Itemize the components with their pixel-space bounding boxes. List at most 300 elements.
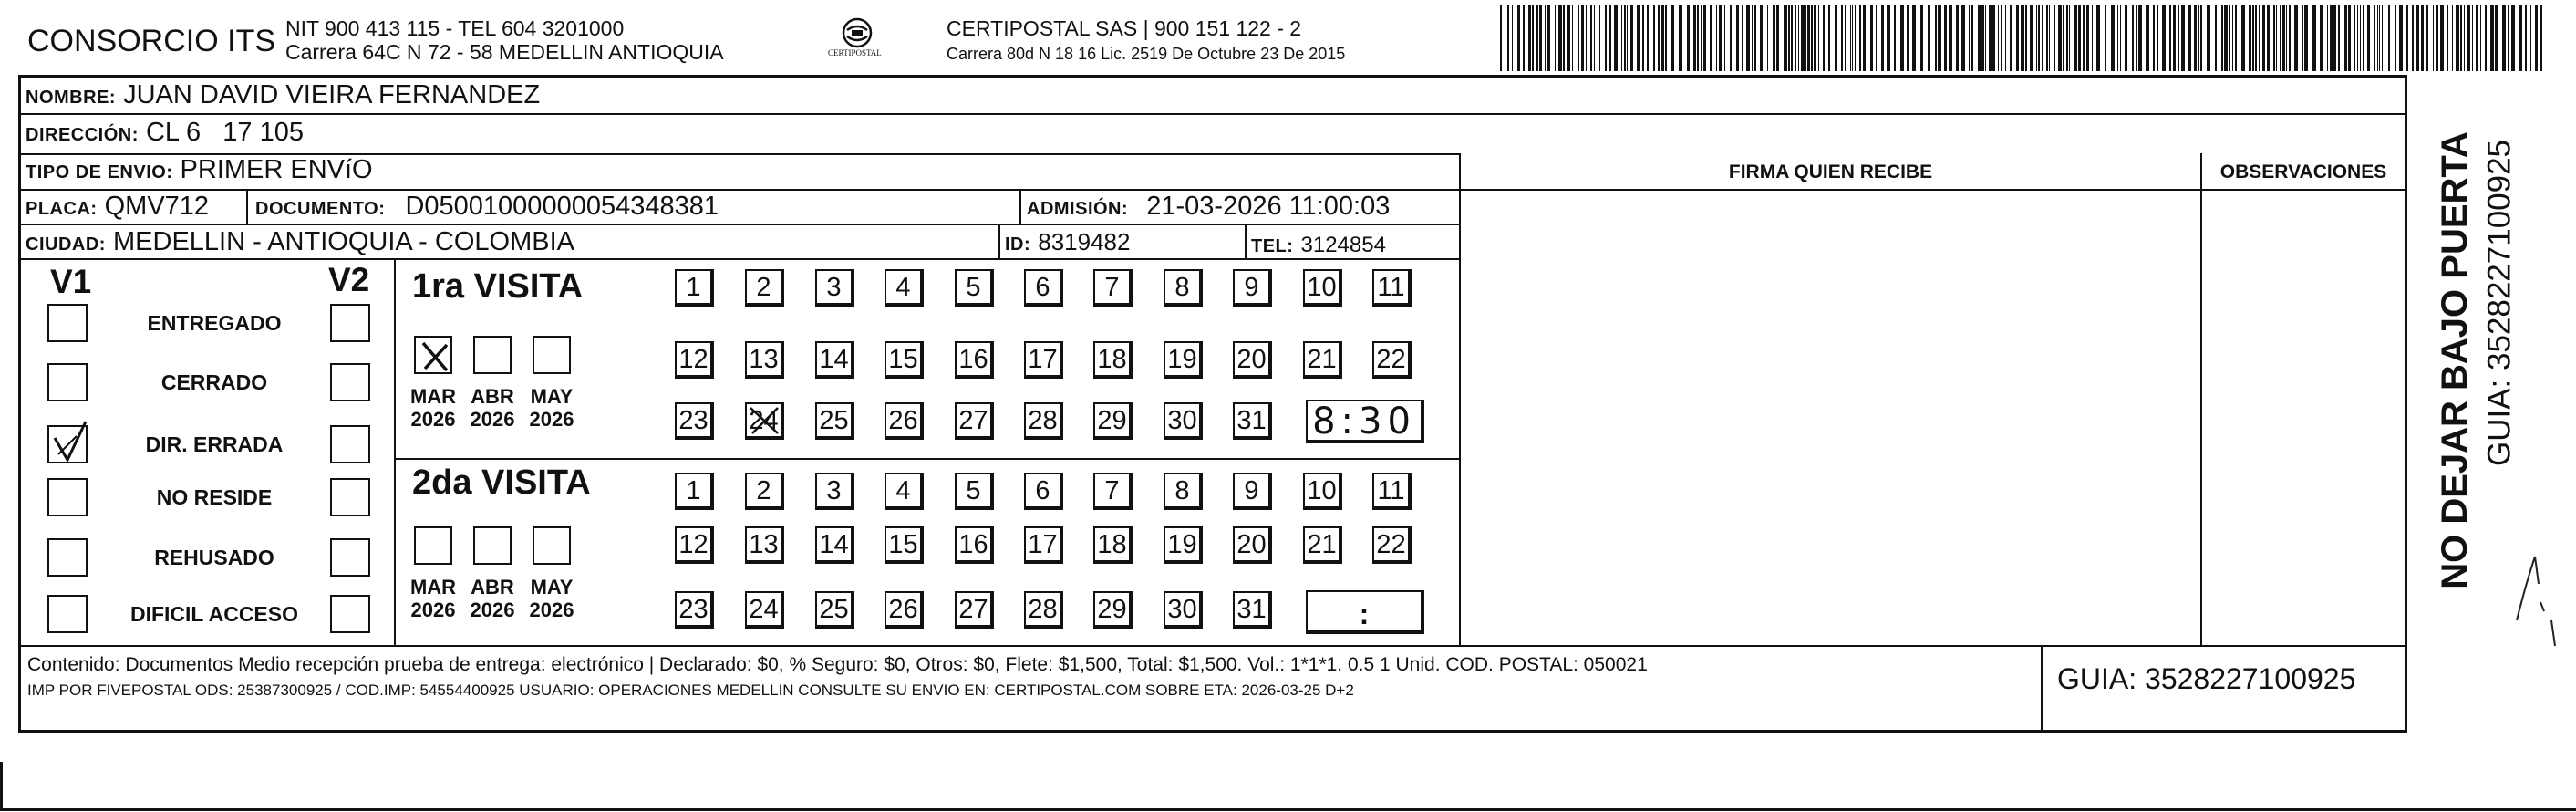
first-visit-day-9[interactable]: 9 — [1233, 269, 1272, 307]
barcode-bar — [1823, 5, 1825, 71]
first-visit-day-12[interactable]: 12 — [675, 341, 714, 379]
barcode-bar — [2406, 5, 2408, 71]
barcode-bar — [1661, 5, 1664, 71]
v1-checkbox[interactable] — [47, 304, 88, 342]
barcode-bar — [2312, 5, 2316, 71]
v1-checkbox[interactable] — [47, 595, 88, 633]
second-visit-time-box[interactable] — [1306, 590, 1424, 634]
second-visit-month-label — [405, 576, 461, 622]
barcode-bar — [1642, 5, 1644, 71]
barcode-bar — [1730, 5, 1732, 71]
barcode-bar — [1863, 5, 1866, 71]
barcode-bar — [2327, 5, 2328, 71]
barcode-bar — [1558, 5, 1562, 71]
certipostal-logo-icon — [825, 15, 889, 66]
second-visit-day-14[interactable]: 14 — [815, 526, 854, 564]
barcode-bar — [1693, 5, 1696, 71]
v2-label: V2 — [328, 261, 370, 298]
barcode-bar — [2025, 5, 2027, 71]
barcode-bar — [1605, 5, 1607, 71]
v2-checkbox[interactable] — [330, 478, 370, 516]
barcode-bar — [2173, 5, 2176, 71]
barcode-bar — [2480, 5, 2481, 71]
barcode-bar — [1855, 5, 1856, 71]
barcode-bar — [2333, 5, 2336, 71]
month-year: 2026 — [470, 599, 515, 622]
first-visit-day-4[interactable]: 4 — [885, 269, 924, 307]
barcode-bar — [1578, 5, 1579, 71]
barcode-bar — [1828, 5, 1830, 71]
barcode-bar — [1784, 5, 1787, 71]
second-visit-day-23[interactable]: 23 — [675, 591, 714, 629]
first-visit-day-10[interactable]: 10 — [1303, 269, 1342, 307]
barcode-bar — [1572, 5, 1573, 71]
barcode-bar — [2440, 5, 2444, 71]
second-visit-day-13[interactable]: 13 — [745, 526, 784, 564]
barcode-bar — [2436, 5, 2438, 71]
barcode-bar — [2063, 5, 2064, 71]
second-visit-day-28[interactable]: 28 — [1024, 591, 1063, 629]
plate-value: QMV712 — [104, 192, 210, 221]
first-visit-day-23[interactable]: 23 — [675, 402, 714, 440]
barcode-bar — [1512, 5, 1513, 71]
barcode-bar — [2125, 5, 2127, 71]
scan-edge-line — [0, 808, 2576, 811]
first-visit-day-15[interactable]: 15 — [885, 341, 924, 379]
barcode-bar — [1887, 5, 1890, 71]
second-visit-day-2[interactable]: 2 — [745, 473, 784, 510]
month-year: 2026 — [529, 408, 574, 432]
footer-guide: GUIA: 3528227100925 — [2057, 662, 2356, 695]
barcode-bar — [2049, 5, 2050, 71]
tel-label: TEL: — [1251, 236, 1294, 256]
first-visit-title: 1ra VISITA — [412, 267, 584, 306]
col-line-signature — [1459, 153, 1461, 646]
city — [26, 229, 574, 255]
second-visit-month-label — [523, 576, 580, 622]
barcode-bar — [1624, 5, 1626, 71]
month-name: MAY — [530, 385, 574, 408]
x-mark-icon — [416, 338, 454, 376]
barcode-bar — [1949, 5, 1952, 71]
barcode-bar — [1581, 5, 1584, 71]
barcode-bar — [2252, 5, 2254, 71]
barcode-bar — [2289, 5, 2291, 71]
barcode-bar — [1920, 5, 1923, 71]
barcode-bar — [1928, 5, 1930, 71]
barcode-bar — [2078, 5, 2081, 71]
barcode-bar — [2508, 5, 2509, 71]
barcode-bar — [1630, 5, 1633, 71]
row-line-footer — [18, 645, 2405, 647]
first-visit-day-5[interactable]: 5 — [955, 269, 994, 307]
second-visit-month-checkbox[interactable] — [473, 526, 512, 565]
barcode-bar — [2348, 5, 2351, 71]
barcode-bar — [1852, 5, 1853, 71]
barcode-bar — [1647, 5, 1649, 71]
barcode-bar — [1594, 5, 1595, 71]
v1-checkbox[interactable] — [47, 538, 88, 577]
document — [255, 193, 719, 220]
second-visit-day-30[interactable]: 30 — [1164, 591, 1203, 629]
frame-top-line — [18, 75, 2405, 78]
second-visit-day-3[interactable]: 3 — [815, 473, 854, 510]
barcode-bar — [2232, 5, 2233, 71]
shipment-type — [26, 157, 373, 183]
recipient-id — [1005, 229, 1130, 255]
barcode-bar — [2162, 5, 2166, 71]
first-visit-day-29[interactable]: 29 — [1093, 402, 1133, 440]
v2-checkbox[interactable] — [330, 538, 370, 577]
address-label: DIRECCIÓN: — [26, 125, 139, 145]
barcode-bar — [1989, 5, 1991, 71]
col-line-admission — [1019, 189, 1021, 224]
status-label: REHUSADO — [154, 546, 274, 569]
col-line-footer-guide — [2041, 645, 2043, 731]
col-line-observations — [2200, 153, 2202, 646]
barcode-bar — [2030, 5, 2033, 71]
status-label: DIR. ERRADA — [145, 432, 284, 456]
first-visit-day-1[interactable]: 1 — [675, 269, 714, 307]
barcode-bar — [2476, 5, 2478, 71]
second-visit-day-17[interactable]: 17 — [1024, 526, 1063, 564]
month-year: 2026 — [410, 599, 456, 622]
barcode-bar — [1637, 5, 1640, 71]
barcode-bar — [1814, 5, 1816, 71]
id-label: ID: — [1005, 234, 1031, 255]
frame-bottom-line — [18, 730, 2407, 733]
barcode-bar — [1881, 5, 1884, 71]
second-visit-month-checkbox[interactable] — [533, 526, 571, 565]
v2-checkbox[interactable] — [330, 304, 370, 342]
barcode-bar — [1767, 5, 1768, 71]
admission-value: 21-03-2026 11:00:03 — [1146, 192, 1391, 221]
barcode-bar — [1811, 5, 1813, 71]
v1-checkbox[interactable] — [47, 478, 88, 516]
col-line-id — [998, 224, 1000, 259]
observations-header: OBSERVACIONES — [2219, 161, 2387, 182]
barcode-bar — [2146, 5, 2149, 71]
v2-checkbox[interactable] — [330, 425, 370, 463]
second-visit-day-21[interactable]: 21 — [1303, 526, 1342, 564]
barcode-bar — [1760, 5, 1763, 71]
second-visit-day-27[interactable]: 27 — [955, 591, 994, 629]
barcode-bar — [1671, 5, 1674, 71]
barcode-bar — [2215, 5, 2217, 71]
status-label: CERRADO — [160, 370, 268, 394]
barcode-bar — [1754, 5, 1756, 71]
first-visit-day-11[interactable]: 11 — [1372, 269, 1412, 307]
barcode-bar — [2433, 5, 2434, 71]
first-visit-month-checkbox[interactable] — [414, 336, 452, 374]
first-visit-day-3[interactable]: 3 — [815, 269, 854, 307]
second-visit-day-12[interactable]: 12 — [675, 526, 714, 564]
month-name: ABR — [471, 576, 514, 599]
barcode-bar — [2083, 5, 2085, 71]
barcode-bar — [1523, 5, 1525, 71]
col-line-visits — [394, 258, 396, 646]
first-visit-day-13[interactable]: 13 — [745, 341, 784, 379]
plate-label: PLACA: — [26, 199, 98, 219]
second-visit-day-8[interactable]: 8 — [1164, 473, 1203, 510]
admission — [1027, 193, 1390, 220]
barcode-bar — [2262, 5, 2265, 71]
first-visit-day-16[interactable]: 16 — [955, 341, 994, 379]
address-value: CL 6 17 105 — [145, 118, 305, 147]
barcode-bar — [2280, 5, 2281, 71]
first-visit-day-20[interactable]: 20 — [1233, 341, 1272, 379]
barcode-bar — [2259, 5, 2260, 71]
first-visit-day-2[interactable]: 2 — [745, 269, 784, 307]
v1-checkbox[interactable] — [47, 425, 88, 463]
barcode-bar — [2502, 5, 2506, 71]
first-visit-time-box[interactable] — [1306, 400, 1424, 443]
first-visit-time: 8:30 — [1312, 401, 1416, 442]
first-visit-day-7[interactable]: 7 — [1093, 269, 1133, 307]
barcode-bar — [2304, 5, 2308, 71]
barcode-bar — [2360, 5, 2361, 71]
first-visit-month-label — [464, 385, 521, 432]
barcode-bar — [2367, 5, 2370, 71]
barcode-bar — [2282, 5, 2285, 71]
first-visit-day-22[interactable]: 22 — [1372, 341, 1412, 379]
barcode-bar — [1532, 5, 1534, 71]
second-visit-day-29[interactable]: 29 — [1093, 591, 1133, 629]
barcode-bar — [1742, 5, 1743, 71]
contents-line: Contenido: Documentos Medio recepción prueba de entrega: electrónico | Declarado: $0, % Seguro: $0, Otros: $0, Flete: $1,500, Total: $1,500. Vol.: 1*1*1. 0.5 1 Unid. COD. POSTAL: 050021 — [27, 654, 1648, 675]
barcode-bar — [1507, 5, 1509, 71]
first-visit-day-30[interactable]: 30 — [1164, 402, 1203, 440]
v2-checkbox[interactable] — [330, 595, 370, 633]
barcode-bar — [1609, 5, 1611, 71]
first-visit-day-31[interactable]: 31 — [1233, 402, 1272, 440]
barcode-bar — [2120, 5, 2121, 71]
barcode-bar — [1845, 5, 1846, 71]
second-visit-day-19[interactable]: 19 — [1164, 526, 1203, 564]
barcode-bar — [1547, 5, 1550, 71]
barcode-bar — [1876, 5, 1877, 71]
second-visit-day-9[interactable]: 9 — [1233, 473, 1272, 510]
visit-separator-line — [394, 458, 1461, 460]
barcode-bar — [1859, 5, 1861, 71]
first-visit-day-19[interactable]: 19 — [1164, 341, 1203, 379]
second-visit-day-18[interactable]: 18 — [1093, 526, 1133, 564]
barcode-bar — [1545, 5, 1546, 71]
second-visit-day-24[interactable]: 24 — [745, 591, 784, 629]
company-address: Carrera 64C N 72 - 58 MEDELLIN ANTIOQUIA — [285, 40, 724, 64]
barcode-bar — [1590, 5, 1592, 71]
barcode-bar — [1981, 5, 1984, 71]
month-name: ABR — [471, 385, 514, 408]
second-visit-month-checkbox[interactable] — [414, 526, 452, 565]
first-visit-day-8[interactable]: 8 — [1164, 269, 1203, 307]
barcode-bar — [2286, 5, 2287, 71]
first-visit-day-25[interactable]: 25 — [815, 402, 854, 440]
barcode-bar — [2046, 5, 2048, 71]
document-label: DOCUMENTO: — [255, 199, 386, 219]
barcode-bar — [1795, 5, 1796, 71]
barcode-bar — [1774, 5, 1775, 71]
barcode-bar — [2224, 5, 2228, 71]
second-visit-day-10[interactable]: 10 — [1303, 473, 1342, 510]
month-name: MAR — [409, 576, 457, 599]
barcode-bar — [2490, 5, 2494, 71]
barcode-bar — [1776, 5, 1779, 71]
barcode-bar — [1528, 5, 1531, 71]
barcode-bar — [1938, 5, 1941, 71]
barcode-bar — [1807, 5, 1810, 71]
signature-header: FIRMA QUIEN RECIBE — [1728, 161, 1933, 182]
barcode-bar — [1798, 5, 1799, 71]
barcode-bar — [1719, 5, 1722, 71]
city-label: CIUDAD: — [26, 234, 106, 255]
month-year: 2026 — [470, 408, 515, 432]
barcode-bar — [2105, 5, 2106, 71]
v1-label: V1 — [50, 263, 92, 300]
barcode-bar — [2412, 5, 2414, 71]
first-visit-day-14[interactable]: 14 — [815, 341, 854, 379]
barcode-bar — [1599, 5, 1600, 71]
barcode-bar — [2519, 5, 2522, 71]
barcode-bar — [1991, 5, 1995, 71]
month-name: MAY — [530, 576, 574, 599]
status-label: DIFICIL ACCESO — [129, 602, 298, 626]
barcode-bar — [1736, 5, 1739, 71]
barcode-bar — [2485, 5, 2487, 71]
first-visit-day-27[interactable]: 27 — [955, 402, 994, 440]
first-visit-month-checkbox[interactable] — [473, 336, 512, 374]
second-visit-day-16[interactable]: 16 — [955, 526, 994, 564]
recipient-tel — [1251, 231, 1386, 257]
barcode-bar — [2302, 5, 2303, 71]
first-visit-day-26[interactable]: 26 — [885, 402, 924, 440]
first-visit-month-checkbox[interactable] — [533, 336, 571, 374]
barcode-bar — [1517, 5, 1520, 71]
barcode-bar — [2374, 5, 2375, 71]
barcode-bar — [2054, 5, 2055, 71]
barcode-bar — [2447, 5, 2448, 71]
barcode-bar — [2399, 5, 2403, 71]
barcode-bar — [2354, 5, 2355, 71]
barcode-bar — [2530, 5, 2531, 71]
second-visit-day-31[interactable]: 31 — [1233, 591, 1272, 629]
barcode-bar — [2241, 5, 2245, 71]
shipment-type-label: TIPO DE ENVIO: — [26, 162, 173, 182]
barcode-bar — [2511, 5, 2515, 71]
barcode-bar — [2021, 5, 2024, 71]
barcode-bar — [1985, 5, 1986, 71]
first-visit-day-24[interactable]: 24 — [745, 402, 784, 440]
month-year: 2026 — [410, 408, 456, 432]
barcode-bar — [2395, 5, 2396, 71]
barcode-bar — [1805, 5, 1806, 71]
second-visit-day-22[interactable]: 22 — [1372, 526, 1412, 564]
carrier-license: Carrera 80d N 18 16 Lic. 2519 De Octubre 23 De 2015 — [947, 45, 1346, 63]
first-visit-month-label — [523, 385, 580, 432]
barcode-bar — [2338, 5, 2340, 71]
barcode-bar — [2117, 5, 2118, 71]
barcode-bar — [2188, 5, 2191, 71]
recipient-address — [26, 120, 304, 146]
barcode-bar — [1710, 5, 1712, 71]
barcode-bar — [2267, 5, 2270, 71]
barcode-bar — [2074, 5, 2077, 71]
first-visit-day-18[interactable]: 18 — [1093, 341, 1133, 379]
first-visit-day-21[interactable]: 21 — [1303, 341, 1342, 379]
barcode-bar — [2016, 5, 2019, 71]
scan-edge-left — [0, 762, 3, 809]
month-year: 2026 — [529, 599, 574, 622]
barcode-bar — [1935, 5, 1937, 71]
v1-checkbox[interactable] — [47, 363, 88, 401]
v2-checkbox[interactable] — [330, 363, 370, 401]
barcode-bar — [1791, 5, 1793, 71]
barcode-bar — [2535, 5, 2538, 71]
barcode-bar — [1788, 5, 1790, 71]
barcode-bar — [2136, 5, 2137, 71]
barcode-bar — [2153, 5, 2155, 71]
barcode-bar — [2229, 5, 2230, 71]
second-visit-day-11[interactable]: 11 — [1372, 473, 1412, 510]
carrier-name: CERTIPOSTAL SAS | 900 151 122 - 2 — [947, 16, 1302, 40]
barcode-bar — [1746, 5, 1750, 71]
second-visit-day-5[interactable]: 5 — [955, 473, 994, 510]
barcode-bar — [2357, 5, 2358, 71]
barcode-bar — [1563, 5, 1565, 71]
barcode-bar — [2010, 5, 2012, 71]
frame-left-line — [18, 75, 21, 732]
id-value: 8319482 — [1038, 228, 1131, 255]
second-visit-day-20[interactable]: 20 — [1233, 526, 1272, 564]
barcode-bar — [1870, 5, 1873, 71]
barcode-bar — [2111, 5, 2115, 71]
second-visit-day-26[interactable]: 26 — [885, 591, 924, 629]
barcode-bar — [2421, 5, 2424, 71]
first-visit-day-6[interactable]: 6 — [1024, 269, 1063, 307]
barcode-bar — [2452, 5, 2453, 71]
barcode-bar — [1961, 5, 1965, 71]
barcode-bar — [2178, 5, 2179, 71]
barcode-bar — [1679, 5, 1682, 71]
first-visit-day-28[interactable]: 28 — [1024, 402, 1063, 440]
barcode-bar — [2460, 5, 2462, 71]
barcode-bar — [2330, 5, 2333, 71]
barcode-bar — [1614, 5, 1618, 71]
barcode-bar — [1653, 5, 1655, 71]
barcode-bar — [2382, 5, 2383, 71]
second-visit-day-1[interactable]: 1 — [675, 473, 714, 510]
second-visit-day-7[interactable]: 7 — [1093, 473, 1133, 510]
first-visit-day-17[interactable]: 17 — [1024, 341, 1063, 379]
barcode-bar — [2221, 5, 2223, 71]
second-visit-day-25[interactable]: 25 — [815, 591, 854, 629]
barcode-bar — [2005, 5, 2006, 71]
second-visit-title: 2da VISITA — [412, 463, 591, 502]
second-visit-day-4[interactable]: 4 — [885, 473, 924, 510]
barcode-bar — [2138, 5, 2142, 71]
second-visit-day-6[interactable]: 6 — [1024, 473, 1063, 510]
barcode-bar — [1716, 5, 1717, 71]
document-value: D05001000000054348381 — [405, 192, 719, 221]
barcode-bar — [1801, 5, 1805, 71]
row-line-3 — [18, 189, 2405, 191]
barcode-bar — [2092, 5, 2093, 71]
pen-scribble — [2508, 547, 2562, 648]
barcode-bar — [2294, 5, 2298, 71]
second-visit-day-15[interactable]: 15 — [885, 526, 924, 564]
barcode-bar — [1586, 5, 1587, 71]
barcode-bar — [1665, 5, 1667, 71]
